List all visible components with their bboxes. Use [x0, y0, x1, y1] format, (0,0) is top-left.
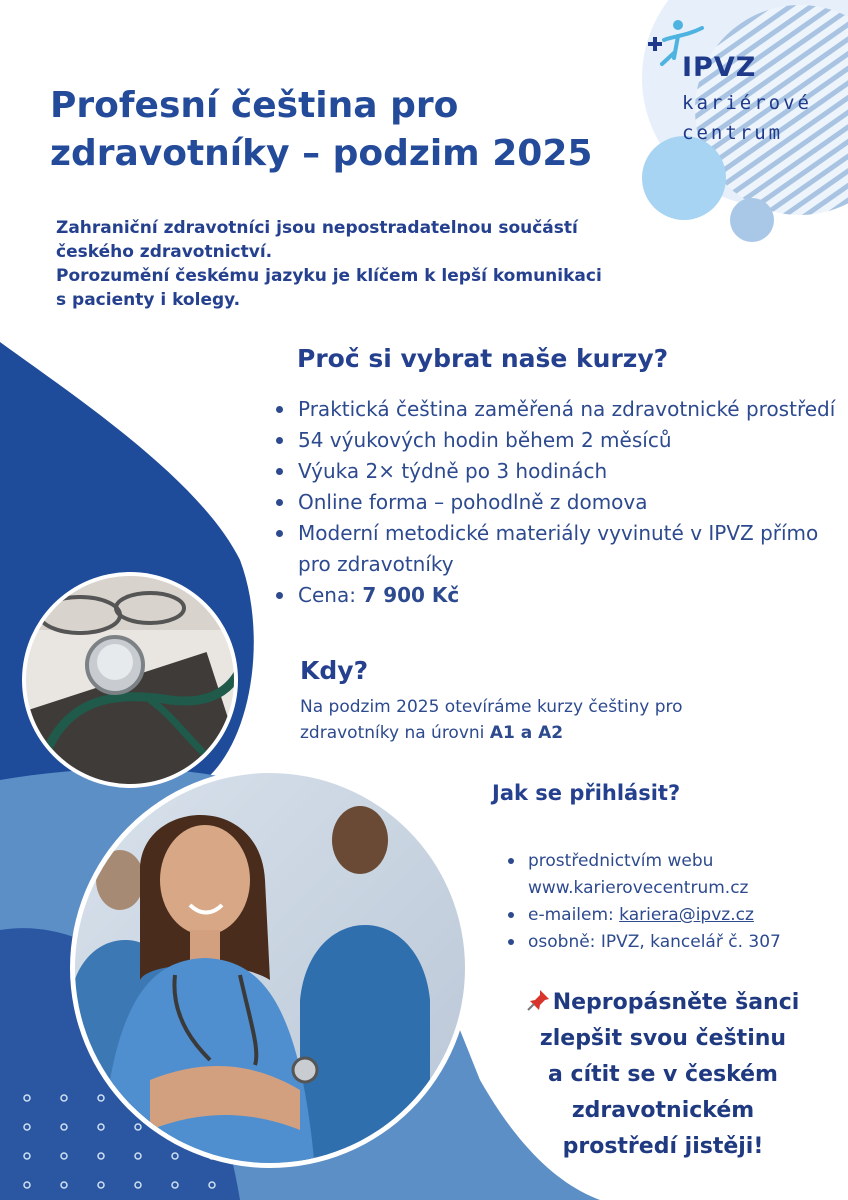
- price-value: 7 900 Kč: [362, 583, 460, 607]
- title-line: Profesní čeština pro: [50, 85, 459, 126]
- list-item: Online forma – pohodlně z domova: [276, 487, 836, 518]
- web-url[interactable]: www.karierovecentrum.cz: [528, 878, 749, 898]
- levels: A1 a A2: [489, 723, 564, 743]
- price-label: Cena:: [298, 583, 356, 607]
- list-item: Výuka 2× týdně po 3 hodinách: [276, 456, 836, 487]
- page-title: [50, 82, 650, 178]
- list-item: Praktická čeština zaměřená na zdravotnické prostředí: [276, 394, 836, 425]
- contact-list: [508, 848, 828, 956]
- cta-line: Nepropásněte šanci: [552, 990, 800, 1015]
- how-heading: Jak se přihlásit?: [492, 781, 681, 805]
- when-description: Na podzim 2025 otevíráme kurzy češtiny pro zdravotníky na úrovni: [300, 697, 683, 743]
- when-heading: Kdy?: [300, 656, 369, 685]
- call-to-action: [498, 985, 828, 1165]
- cta-line: a cítit se v českém: [548, 1062, 778, 1087]
- contact-email: [508, 902, 828, 929]
- email-label: e-mailem:: [528, 905, 614, 925]
- cta-line: prostředí jistěji!: [562, 1134, 764, 1159]
- price-item: [276, 580, 836, 611]
- intro-line: Porozumění českému jazyku je klíčem k lepší komunikaci: [56, 266, 602, 286]
- logo-subtitle: kariérové: [682, 92, 812, 114]
- intro-line: s pacienty i kolegy.: [56, 290, 241, 310]
- intro-line: českého zdravotnictví.: [56, 242, 273, 262]
- decor-circle: [730, 198, 774, 242]
- list-item: 54 výukových hodin během 2 měsíců: [276, 425, 836, 456]
- intro-text: [56, 216, 686, 312]
- contact-web: [508, 848, 828, 902]
- web-label: prostřednictvím webu: [528, 851, 714, 871]
- title-line: zdravotníky – podzim 2025: [50, 133, 593, 174]
- benefits-list: [276, 394, 836, 611]
- logo-subtitle: centrum: [682, 122, 784, 144]
- nurse-photo: [70, 768, 470, 1170]
- contact-in-person: osobně: IPVZ, kancelář č. 307: [508, 929, 828, 956]
- intro-line: Zahraniční zdravotníci jsou nepostradatelnou součástí: [56, 218, 578, 238]
- decor-circle: [642, 136, 726, 220]
- when-text: [300, 694, 770, 746]
- list-item: Moderní metodické materiály vyvinuté v IPVZ přímo pro zdravotníky: [276, 518, 836, 580]
- email-link[interactable]: kariera@ipvz.cz: [619, 905, 754, 925]
- cta-line: zlepšit svou češtinu: [539, 1026, 787, 1051]
- pushpin-icon: [527, 989, 551, 1011]
- logo-name: IPVZ: [682, 52, 757, 83]
- cta-line: zdravotnickém: [571, 1098, 755, 1123]
- why-heading: Proč si vybrat naše kurzy?: [297, 344, 669, 373]
